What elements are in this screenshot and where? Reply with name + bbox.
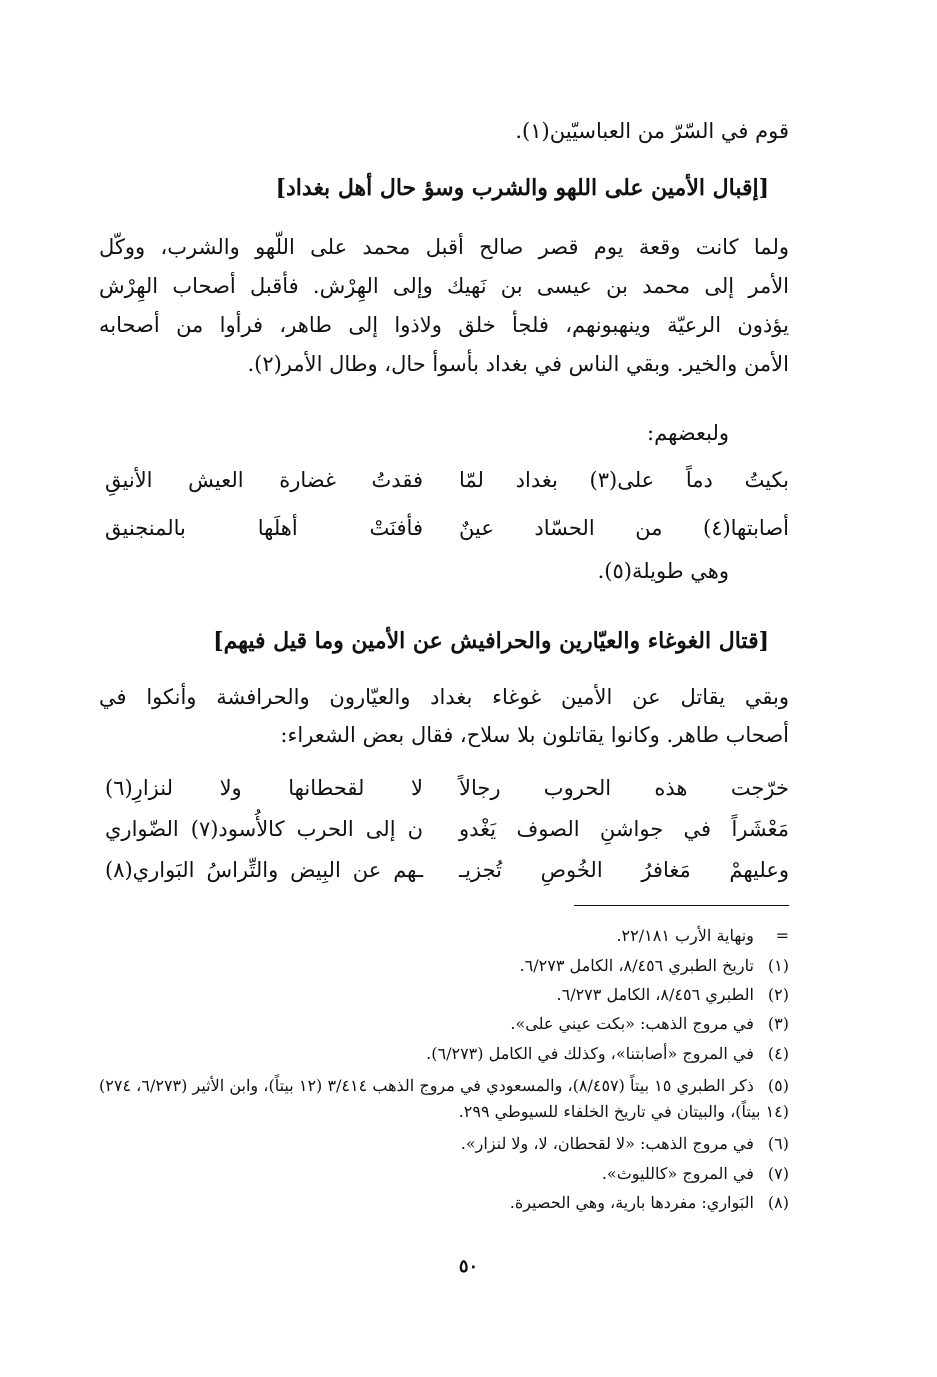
footnote-number: = (775, 926, 789, 945)
intro-line: قوم في السّرّ من العباسيّين(١). (515, 119, 789, 143)
footnote-2 (99, 984, 789, 1006)
page-number: ٥٠ (458, 1256, 479, 1277)
footnote-7 (99, 1163, 789, 1185)
poem-1-verse-2-second: فأفنَتْ أهلَها بالمنجنيق (105, 516, 423, 540)
footnote-number: (٦) (767, 1134, 789, 1153)
footnote-text: البَواري: مفردها بارية، وهي الحصيرة. (509, 1193, 754, 1212)
footnote-text: ونهاية الأرب ٢٢/١٨١. (616, 926, 754, 945)
poem-2-verse-1-first: خرّجت هذه الحروب رجالاً (459, 776, 789, 800)
poem-1-verse-2-first: أصابتها(٤) من الحسّاد عينٌ (459, 516, 789, 540)
footnote-text: تاريخ الطبري ٨/٤٥٦، الكامل ٦/٢٧٣. (519, 956, 754, 975)
footnote-5 (99, 1073, 789, 1125)
poem-2-verse-3-first: وعليهمْ مَغافرُ الخُوصِ تُجزيـ (459, 858, 789, 882)
footnote-text: في المروج «أصابتنا»، وكذلك في الكامل (٦/٢٧٣). (426, 1044, 754, 1063)
footnote-1 (99, 955, 789, 977)
footnote-divider (574, 905, 789, 906)
poem-2-verse-2-second: ن إلى الحرب كالأُسود(٧) الضّواري (105, 817, 423, 841)
footnote-text: في مروج الذهب: «لا لقحطان، لا، ولا لنزار». (460, 1134, 754, 1153)
footnote-number: (٣) (767, 1014, 789, 1033)
footnote-4 (99, 1043, 789, 1065)
footnote-text: الطبري ٨/٤٥٦، الكامل ٦/٢٧٣. (556, 985, 754, 1004)
poem-1-verse-1-second: فقدتُ غضارة العيش الأنيقِ (105, 468, 423, 492)
paragraph-1-line-2: الأمر إلى محمد بن عيسى بن نَهيك وإلى الهِرْش. فأقبل أصحاب الهِرْش (99, 274, 789, 298)
paragraph-1-line-1: ولما كانت وقعة يوم قصر صالح أقبل محمد على اللّهو والشرب، ووكّل (99, 235, 789, 259)
footnote-number: (٧) (767, 1164, 789, 1183)
footnote-number: (٤) (767, 1044, 789, 1063)
poem-1-verse-1-first: بكيتُ دماً على(٣) بغداد لمّا (459, 468, 789, 492)
paragraph-1-line-4: الأمن والخير. وبقي الناس في بغداد بأسوأ حال، وطال الأمر(٢). (247, 352, 789, 376)
paragraph-1-line-3: يؤذون الرعيّة وينهبونهم، فلجأ خلق ولاذوا إلى طاهر، فرأوا من أصحابه (99, 313, 789, 337)
footnote-text: في المروج «كالليوث». (601, 1164, 754, 1183)
paragraph-2-line-1: وبقي يقاتل عن الأمين غوغاء بغداد والعيّارون والحرافشة وأنكوا في (99, 685, 789, 709)
poem-2-verse-1-second: لا لقحطانها ولا لنزارِ(٦) (105, 776, 423, 800)
footnote-8 (99, 1192, 789, 1214)
footnote-number: (٢) (767, 985, 789, 1004)
footnote-continued (99, 925, 789, 947)
footnote-text: في مروج الذهب: «بكت عيني على». (510, 1014, 754, 1033)
poem-2-verse-2-first: مَعْشَراً في جواشنِ الصوف يَغْدو (459, 817, 789, 841)
section-heading-2: [قتال الغوغاء والعيّارين والحرافيش عن الأمين وما قيل فيهم] (213, 628, 769, 654)
paragraph-2-line-2: أصحاب طاهر. وكانوا يقاتلون بلا سلاح، فقال بعض الشعراء: (280, 723, 789, 747)
footnote-text: ذكر الطبري ١٥ بيتاً (٨/٤٥٧)، والمسعودي في مروج الذهب ٣/٤١٤ (١٢ بيتاً)، وابن الأثير (٦/٢٧٣، ٢٧٤) (١٤ بيتاً)، والبيتان في تاريخ الخلفاء للسيوطي ٢٩٩. (99, 1076, 789, 1121)
footnote-number: (٥) (767, 1076, 790, 1095)
footnote-number: (١) (767, 956, 789, 975)
poem-1-intro: ولبعضهم: (647, 421, 729, 445)
footnote-3 (99, 1013, 789, 1035)
footnote-6 (99, 1133, 789, 1155)
poem-2-verse-3-second: ـهم عن البِيض والتِّراسُ البَواري(٨) (105, 858, 423, 882)
section-heading-1: [إقبال الأمين على اللهو والشرب وسؤ حال أهل بغداد] (275, 175, 769, 201)
footnote-number: (٨) (767, 1193, 789, 1212)
poem-1-note: وهي طويلة(٥). (597, 559, 729, 583)
